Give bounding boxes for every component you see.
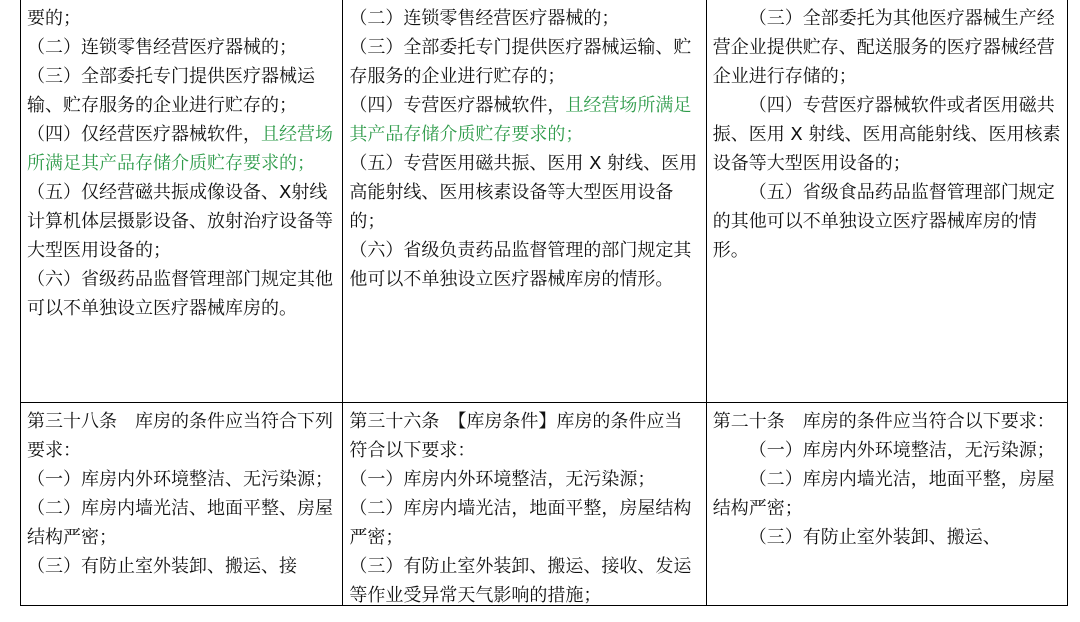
article-heading: 第二十条 库房的条件应当符合以下要求： bbox=[712, 411, 1055, 432]
table-row bbox=[21, 0, 1067, 402]
table-cell-col3 bbox=[706, 403, 1067, 605]
cell-paragraph: （四）专营医疗器械软件或者医用磁共振、医用 X 射线、医用高能射线、医用核素设备等大型医用设备的； bbox=[712, 95, 1061, 174]
article-heading: 第三十八条 库房的条件应当符合下列要求： bbox=[27, 411, 333, 461]
cell-paragraph: （三）有防止室外装卸、搬运、接收、发运等作业受异常天气影响的措施； bbox=[349, 556, 692, 605]
cell-paragraph: （一）库房内外环境整洁、无污染源； bbox=[27, 469, 333, 490]
table-row bbox=[21, 402, 1067, 605]
cell-paragraph: （三）有防止室外装卸、搬运、 bbox=[748, 527, 1001, 548]
cell-paragraph: （三）全部委托专门提供医疗器械运输、贮存服务的企业进行贮存的； bbox=[27, 66, 315, 116]
table-cell-col3 bbox=[706, 0, 1067, 402]
plain-text: （四）仅经营医疗器械软件， bbox=[27, 124, 261, 145]
article-heading: 第三十六条 【库房条件】库房的条件应当符合以下要求： bbox=[349, 411, 683, 461]
cell-paragraph: （二）库房内墙光洁，地面平整，房屋结构严密； bbox=[712, 469, 1055, 519]
cell-paragraph: （三）有防止室外装卸、搬运、接 bbox=[27, 556, 297, 577]
highlighted-text: 且经营场所满足其产品存储介质贮存要求的； bbox=[27, 124, 333, 174]
cell-paragraph: （三）全部委托为其他医疗器械生产经营企业提供贮存、配送服务的医疗器械经营企业进行存储的； bbox=[712, 8, 1055, 87]
table-cell-col1 bbox=[21, 0, 342, 402]
cell-paragraph bbox=[349, 91, 699, 149]
cell-paragraph: （五）专营医用磁共振、医用 X 射线、医用高能射线、医用核素设备等大型医用设备的； bbox=[349, 153, 698, 232]
table-cell-col1 bbox=[21, 403, 342, 605]
cell-paragraph: （二）库房内墙光洁，地面平整，房屋结构严密； bbox=[349, 498, 692, 548]
cell-paragraph: （二）连锁零售经营医疗器械的； bbox=[27, 37, 297, 58]
highlighted-text: 且经营场所满足其产品存储介质贮存要求的； bbox=[349, 95, 692, 145]
plain-text: （四）专营医疗器械软件， bbox=[349, 95, 566, 116]
cell-paragraph: （五）省级食品药品监督管理部门规定的其他可以不单独设立医疗器械库房的情形。 bbox=[712, 182, 1055, 261]
cell-paragraph: （三）全部委托专门提供医疗器械运输、贮存服务的企业进行贮存的； bbox=[349, 37, 692, 87]
cell-paragraph: （六）省级药品监督管理部门规定其他可以不单独设立医疗器械库房的。 bbox=[27, 269, 333, 319]
cell-paragraph bbox=[27, 120, 336, 178]
cell-paragraph: （六）省级负责药品监督管理的部门规定其他可以不单独设立医疗器械库房的情形。 bbox=[349, 240, 692, 290]
cell-paragraph: （五）仅经营磁共振成像设备、X射线计算机体层摄影设备、放射治疗设备等大型医用设备的； bbox=[27, 182, 333, 261]
comparison-table bbox=[20, 0, 1068, 606]
table-cell-col2 bbox=[342, 0, 705, 402]
cell-paragraph: （一）库房内外环境整洁，无污染源； bbox=[349, 469, 656, 490]
cell-paragraph: （二）库房内墙光洁、地面平整、房屋结构严密； bbox=[27, 498, 333, 548]
cell-paragraph: （二）连锁零售经营医疗器械的； bbox=[349, 8, 620, 29]
cell-paragraph: （一）库房内外环境整洁，无污染源； bbox=[748, 440, 1055, 461]
cell-paragraph: 要的； bbox=[27, 8, 81, 29]
table-cell-col2 bbox=[342, 403, 705, 605]
